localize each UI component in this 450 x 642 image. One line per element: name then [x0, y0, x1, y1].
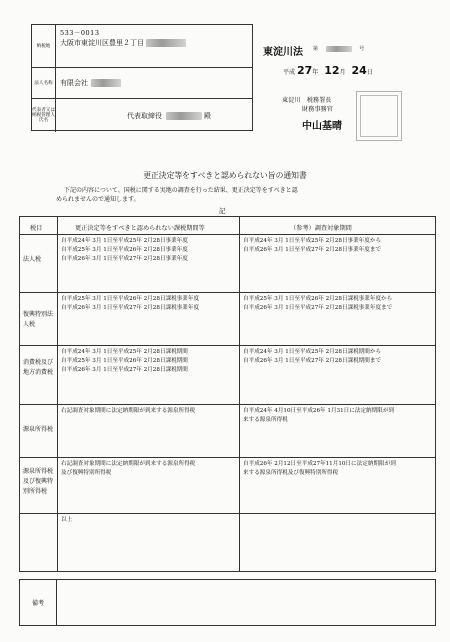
remarks-label: 備考 — [20, 580, 57, 625]
period-entry: 自平成24年 3月 1日至平成25年 2月28日課税期間 — [61, 349, 188, 355]
redaction-mark — [326, 46, 352, 52]
header-reference: （参考）調査対象期間 — [290, 225, 352, 232]
ki-heading: 記 — [219, 207, 226, 215]
period-entry: 自平成25年 3月 1日至平成26年 2月28日事業年度 — [61, 247, 188, 253]
period-entry: 右記調査対象期間に法定納期限が到来する源泉所得税 — [61, 461, 196, 467]
row-divider — [20, 345, 435, 346]
address-label: 納税地 — [32, 25, 56, 67]
row-divider — [20, 513, 435, 514]
closing-text: 以上 — [61, 517, 73, 523]
period-entry: 自平成25年 3月 1日至平成26年 2月28日課税期間 — [61, 358, 188, 364]
official-seal-stamp — [356, 91, 402, 141]
document-title: 更正決定等をすべきと認められない旨の通知書 — [143, 171, 307, 180]
remarks-box — [19, 579, 436, 626]
tax-period-table — [19, 216, 436, 572]
reference-entry: 来する源泉所得税及び復興特別所得税 — [243, 470, 339, 476]
address-row — [32, 25, 252, 68]
officer-name: 中山基晴 — [302, 121, 342, 132]
office-name: 東淀川法 — [263, 47, 303, 58]
representative-title: 代表取締役 — [127, 112, 162, 120]
seal-inner-border — [360, 95, 398, 137]
representative-row — [32, 99, 252, 132]
taxpayer-box — [31, 24, 253, 131]
issue-date — [283, 64, 373, 77]
officer-line-1: 東淀川 税務署長 — [282, 97, 332, 104]
row-category: 復興特別法人税 — [23, 311, 54, 328]
row-category: 源泉所得税及び復興特別所得税 — [23, 468, 54, 495]
redaction-mark — [91, 79, 121, 87]
reference-entry: 自平成26年 3月 1日至平成27年 2月28日課税事業年度まで — [243, 305, 393, 311]
officer-line-2: 財務事務官 — [302, 106, 333, 113]
header-tax-item: 税目 — [30, 225, 43, 232]
row-divider — [20, 234, 435, 235]
intro-line-2: められませんので通知します。 — [56, 196, 140, 203]
period-entry: 自平成24年 3月 1日至平成25年 2月28日事業年度 — [61, 238, 188, 244]
intro-line-1: 下記の内容について、国税に関する実地の調査を行った結果、更正決定等をすべきと認 — [64, 187, 298, 194]
representative-label: 代表者又は 納税管理人氏名 — [32, 99, 56, 132]
honorific: 殿 — [204, 112, 211, 120]
company-name-line — [60, 79, 121, 88]
row-category: 源泉所得税 — [23, 426, 54, 433]
header-period: 更正決定等をすべきと認められない課税期間等 — [75, 225, 205, 232]
row-divider — [20, 457, 435, 458]
date-era: 平成 — [283, 69, 296, 76]
doc-number-suffix: 号 — [359, 46, 365, 52]
redaction-mark — [146, 39, 186, 47]
postal-code: 533－0013 — [60, 29, 100, 37]
period-entry: 自平成26年 3月 1日至平成27年 2月28日事業年度 — [61, 256, 188, 262]
period-entry: 及び復興特別所得税 — [61, 470, 112, 476]
row-category: 法人税 — [23, 256, 42, 263]
period-entry: 自平成26年 3月 1日至平成27年 2月28日課税事業年度 — [61, 305, 200, 311]
reference-entry: 来する源泉所得税 — [243, 417, 288, 423]
row-category: 消費税及び地方消費税 — [23, 359, 54, 376]
period-entry: 自平成26年 3月 1日至平成27年 2月28日課税期間 — [61, 367, 188, 373]
representative-line — [127, 112, 211, 121]
date-day: 24 — [351, 64, 367, 77]
period-entry: 自平成25年 3月 1日至平成26年 2月28日課税事業年度 — [61, 296, 200, 302]
reference-entry: 自平成26年 3月 1日至平成27年 2月28日課税期間まで — [243, 358, 382, 364]
period-entry: 右記調査対象期間に法定納期限が到来する源泉所得税 — [61, 408, 196, 414]
row-divider — [20, 404, 435, 405]
reference-entry: 自平成24年 3月 1日至平成25年 2月28日課税期間から — [243, 349, 382, 355]
row-divider — [20, 292, 435, 293]
reference-entry: 自平成25年 3月 1日至平成26年 2月28日課税事業年度から — [243, 296, 393, 302]
company-name: 有限会社 — [60, 79, 88, 87]
date-month-unit: 月 — [339, 69, 346, 76]
date-year: 27 — [296, 64, 313, 77]
column-divider — [239, 217, 240, 571]
address-text: 大阪市東淀川区豊里２丁目 — [60, 39, 144, 47]
reference-entry: 自平成26年 3月 1日至平成27年 2月28日事業年度まで — [243, 247, 382, 253]
name-label: 法人名称 — [32, 68, 56, 98]
document-number — [313, 45, 364, 52]
column-divider — [57, 217, 58, 571]
reference-entry: 自平成24年 3月 1日至平成25年 2月28日事業年度から — [243, 238, 382, 244]
address-line — [60, 39, 186, 48]
date-year-unit: 年 — [312, 69, 319, 76]
date-month: 12 — [324, 64, 340, 77]
name-row — [32, 68, 252, 99]
reference-entry: 自平成26年 2月12日至平成27年11月10日に法定納期限が到 — [243, 461, 396, 467]
date-day-unit: 日 — [366, 69, 373, 76]
reference-entry: 自平成24年 4月10日至平成26年 1月31日に法定納期限が到 — [243, 408, 395, 414]
redaction-mark — [166, 112, 202, 120]
doc-number-prefix: 第 — [313, 46, 319, 52]
